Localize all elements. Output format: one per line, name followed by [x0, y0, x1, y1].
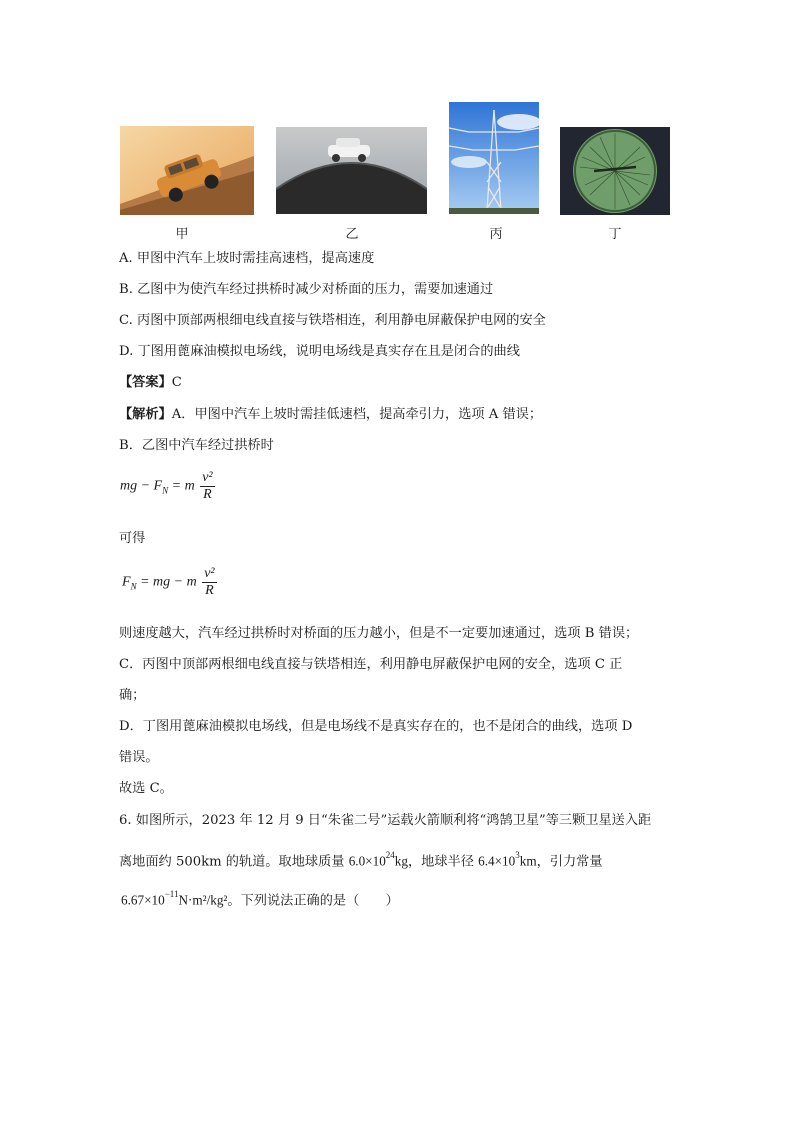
answer-line [119, 374, 182, 392]
answer-value: C [171, 375, 182, 390]
formula-2-fraction [202, 566, 216, 599]
question-6-line-3 [121, 887, 399, 910]
formula-2-numerator: v² [204, 566, 215, 581]
earth-radius-exponent: 3 [515, 850, 520, 860]
formula-2-left: F [122, 574, 131, 590]
earth-radius: 6.4×10 [478, 853, 516, 869]
figure-jia [120, 126, 254, 215]
formula-1-sub: N [162, 485, 169, 496]
analysis-line-2: B．乙图中汽车经过拱桥时 [119, 438, 274, 453]
analysis-label: 【解析】 [119, 407, 172, 422]
formula-1-left: mg − F [120, 478, 163, 494]
analysis-kede: 可得 [119, 531, 146, 546]
figure-bing [449, 102, 539, 214]
question-6-line-2a: 离地面约 500km 的轨道。取地球质量 [119, 854, 349, 870]
earth-mass-exponent: 24 [385, 850, 395, 860]
option-d: D. 丁图用蓖麻油模拟电场线，说明电场线是真实存在且是闭合的曲线 [119, 344, 520, 359]
option-b: B. 乙图中为使汽车经过拱桥时减少对桥面的压力，需要加速通过 [119, 282, 494, 297]
formula-2 [122, 566, 217, 599]
option-a: A. 甲图中汽车上坡时需挂高速档，提高速度 [119, 251, 375, 266]
option-c: C. 丙图中顶部两根细电线直接与铁塔相连，利用静电屏蔽保护电网的安全 [119, 313, 546, 328]
formula-2-mid: = mg − m [136, 574, 197, 590]
figure-yi [276, 127, 427, 214]
question-6-line-3-tail: 。下列说法正确的是（ ） [227, 893, 399, 909]
analysis-line-1 [119, 406, 542, 424]
formula-1-denominator: R [203, 487, 212, 502]
earth-radius-unit: km [519, 853, 537, 869]
analysis-line-5a: D．丁图用蓖麻油模拟电场线，但是电场线不是真实存在的，也不是闭合的曲线，选项 D [119, 719, 633, 734]
formula-1-fraction [200, 470, 214, 503]
question-6-line-2 [119, 848, 603, 871]
figure-caption-yi: 乙 [345, 227, 359, 242]
earth-mass: 6.0×10 [348, 853, 386, 869]
answer-label: 【答案】 [119, 375, 172, 390]
formula-1 [120, 470, 215, 503]
figure-caption-bing: 丙 [489, 227, 503, 242]
analysis-line-4b: 确； [119, 688, 146, 703]
analysis-line-4a: C．丙图中顶部两根细电线直接与铁塔相连，利用静电屏蔽保护电网的安全，选项 C 正 [119, 657, 623, 672]
question-6-line-2c: ，引力常量 [536, 854, 603, 870]
figure-caption-jia: 甲 [175, 227, 189, 242]
analysis-conclusion: 故选 C。 [119, 781, 173, 796]
formula-2-sub: N [130, 581, 137, 592]
formula-1-numerator: v² [202, 470, 213, 485]
figure-ding [560, 127, 670, 215]
formula-1-mid: = m [168, 478, 195, 494]
formula-2-denominator: R [205, 583, 214, 598]
earth-mass-unit: kg [394, 853, 408, 869]
question-6-line-1: 6. 如图所示，2023 年 12 月 9 日“朱雀二号”运载火箭顺利将“鸿鹄卫星”等三颗卫星送入距 [119, 813, 652, 828]
gravitational-constant-exponent: −11 [164, 889, 179, 899]
analysis-line-3: 则速度越大，汽车经过拱桥时对桥面的压力越小，但是不一定要加速通过，选项 B 错误； [119, 626, 639, 641]
analysis-a: A．甲图中汽车上坡时需挂低速档，提高牵引力，选项 A 错误； [171, 407, 543, 422]
analysis-line-5b: 错误。 [119, 750, 159, 765]
gravitational-constant: 6.67×10 [121, 892, 165, 908]
gravitational-constant-unit: N·m²/kg² [178, 892, 228, 908]
question-6-line-2b: ，地球半径 [407, 854, 479, 870]
figure-caption-ding: 丁 [608, 227, 622, 242]
